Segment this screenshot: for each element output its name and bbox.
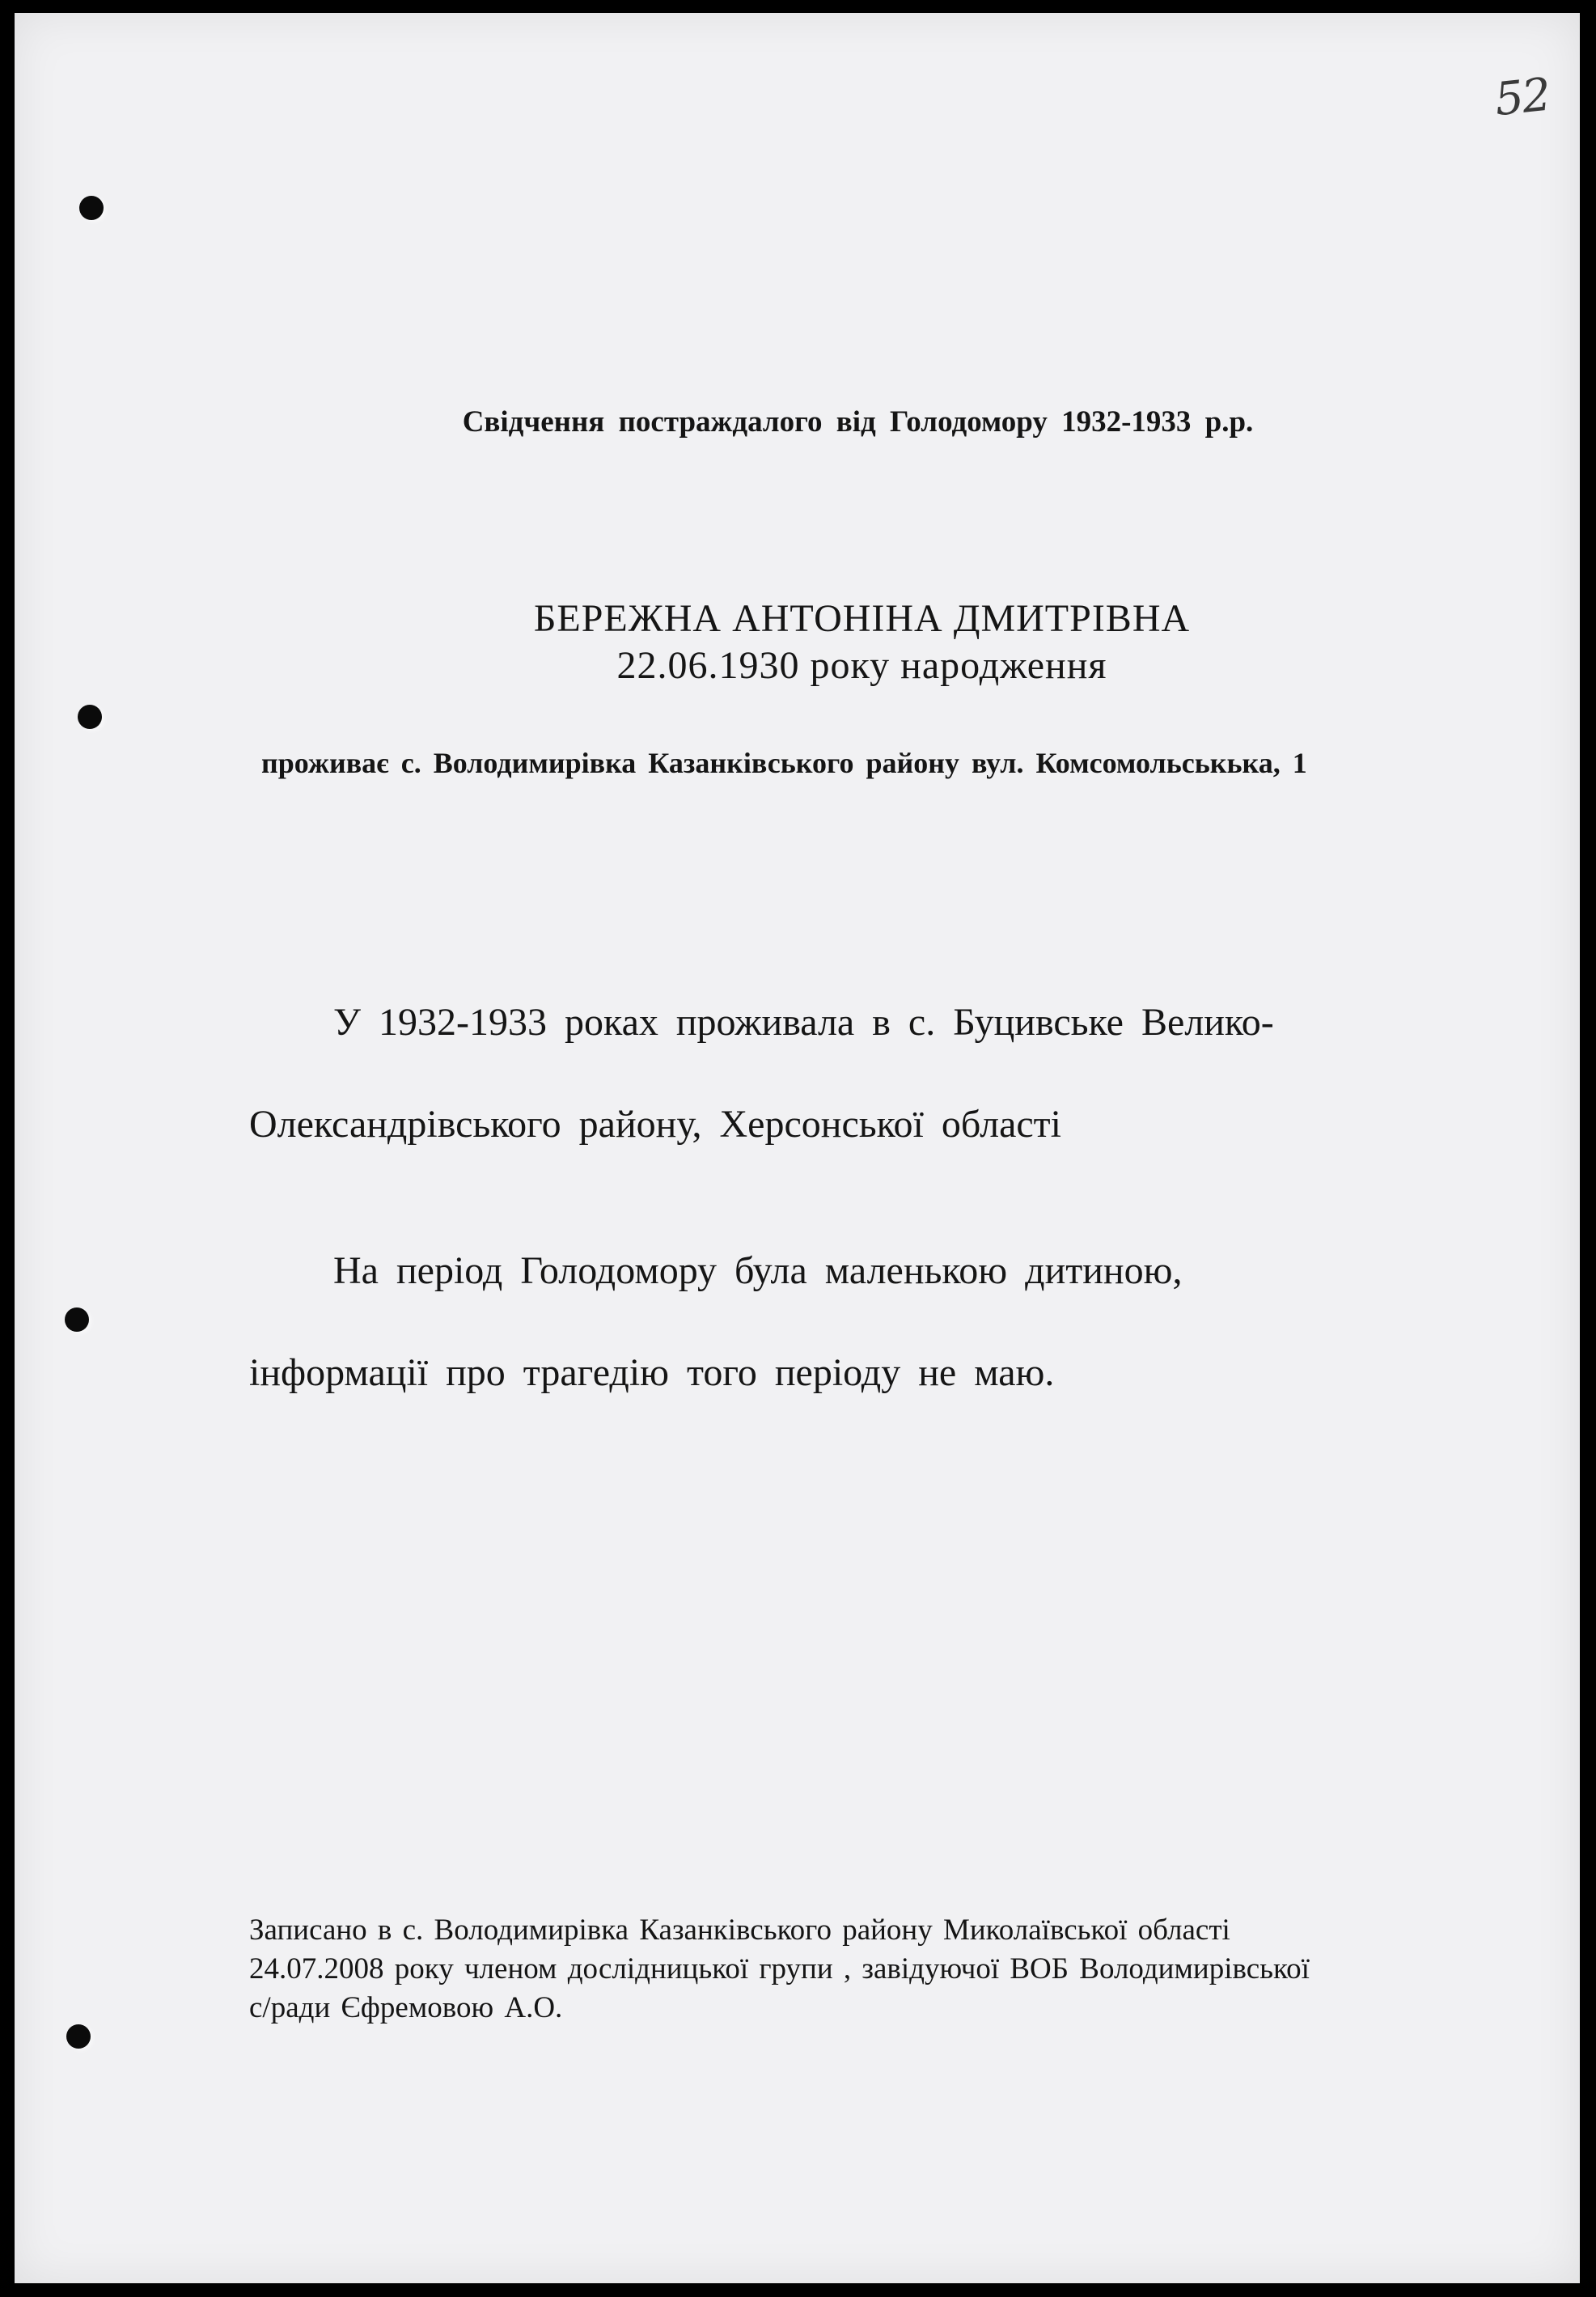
person-name: БЕРЕЖНА АНТОНІНА ДМИТРІВНА (533, 597, 1191, 640)
testimony-line-1: У 1932-1933 роках проживала в с. Буцивське Велико- (333, 1001, 1274, 1044)
recording-note-line-2: 24.07.2008 року членом дослідницької групи , завідуючої ВОБ Володимирівської (249, 1952, 1310, 1986)
recording-note (249, 1911, 1310, 2028)
testimony-line-4: інформації про трагедію того періоду не маю. (249, 1351, 1055, 1394)
testimony-line-2: Олександрівського району, Херсонської області (249, 1103, 1061, 1146)
punch-hole-2 (78, 705, 102, 729)
punch-hole-4 (66, 2024, 91, 2049)
document-heading: Свідчення постраждалого від Голодомору 1932-1933 р.р. (462, 405, 1254, 439)
residence-line: проживає с. Володимирівка Казанківського району вул. Комсомольськька, 1 (261, 747, 1307, 779)
document-page (15, 13, 1580, 2283)
person-block (15, 595, 1580, 689)
testimony-line-3: На період Голодомору була маленькою дитиною, (333, 1249, 1183, 1292)
recording-note-line-1: Записано в с. Володимирівка Казанківського району Миколаївської області (249, 1913, 1230, 1947)
punch-hole-3 (65, 1307, 89, 1332)
person-birth-date: 22.06.1930 року народження (616, 644, 1107, 687)
punch-hole-1 (79, 196, 104, 220)
handwritten-page-number: 52 (1492, 68, 1552, 127)
recording-note-line-3: с/ради Єфремовою А.О. (249, 1991, 563, 2024)
